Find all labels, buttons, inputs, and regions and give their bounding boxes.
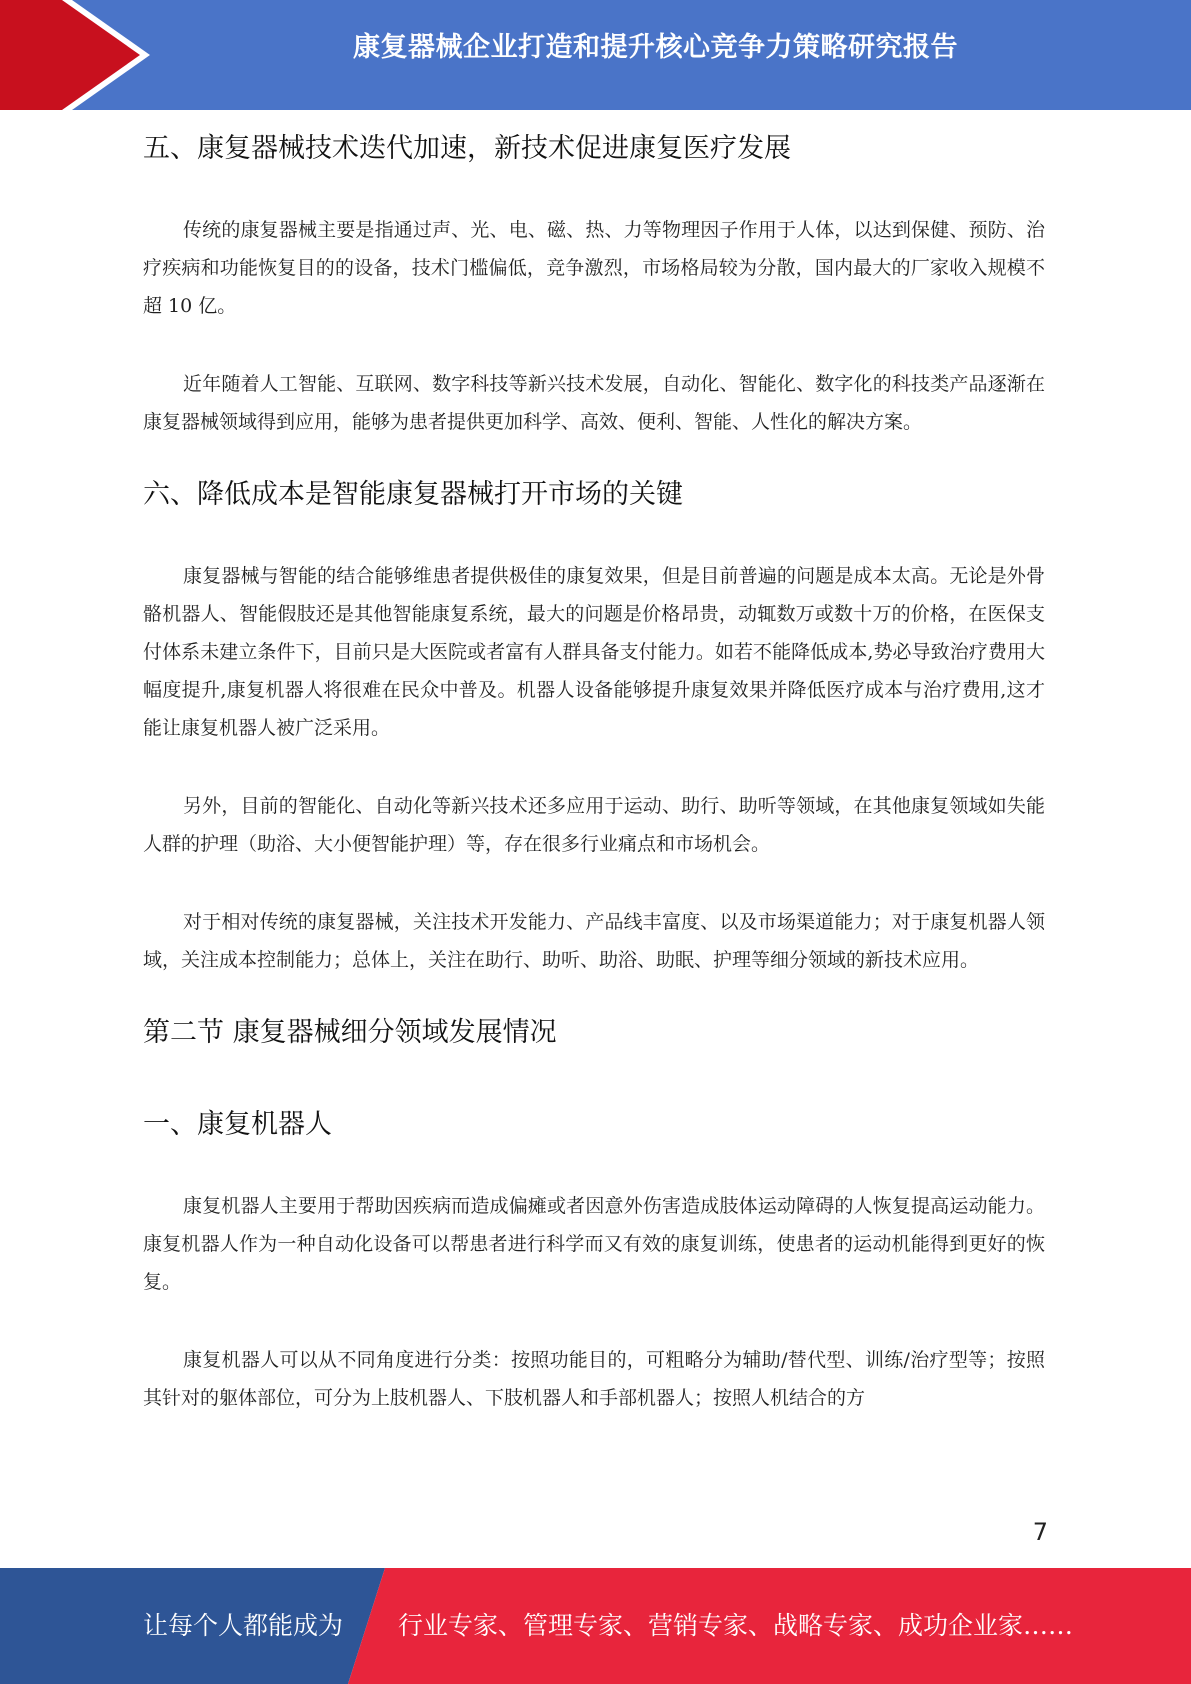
paragraph: 对于相对传统的康复器械，关注技术开发能力、产品线丰富度、以及市场渠道能力；对于康复机器人领域，关注成本控制能力；总体上，关注在助行、助听、助浴、助眠、护理等细分领域的新技术应用。: [143, 911, 1045, 971]
page-footer: [0, 1568, 1191, 1684]
footer-slogan-right: 行业专家、管理专家、营销专家、战略专家、成功企业家……: [398, 1611, 1074, 1640]
paragraph: 康复机器人主要用于帮助因疾病而造成偏瘫或者因意外伤害造成肢体运动障碍的人恢复提高运动能力。康复机器人作为一种自动化设备可以帮患者进行科学而又有效的康复训练，使患者的运动机能得到更好的恢复。: [143, 1195, 1045, 1293]
chapter-section-heading: 第二节 康复器械细分领域发展情况: [143, 1017, 557, 1048]
paragraph: 康复器械与智能的结合能够维患者提供极佳的康复效果，但是目前普遍的问题是成本太高。无论是外骨骼机器人、智能假肢还是其他智能康复系统，最大的问题是价格昂贵，动辄数万或数十万的价格，在医保支付体系未建立条件下，目前只是大医院或者富有人群具备支付能力。如若不能降低成本,势必导致治疗费用大幅度提升,康复机器人将很难在民众中普及。机器人设备能够提升康复效果并降低医疗成本与治疗费用,这才能让康复机器人被广泛采用。: [143, 565, 1045, 739]
section-heading-5: 五、康复器械技术迭代加速，新技术促进康复医疗发展: [143, 133, 791, 164]
section-heading-1: 一、康复机器人: [143, 1109, 332, 1140]
paragraph: 另外，目前的智能化、自动化等新兴技术还多应用于运动、助行、助听等领域，在其他康复领域如失能人群的护理（助浴、大小便智能护理）等，存在很多行业痛点和市场机会。: [143, 795, 1045, 855]
page-header: [0, 0, 1191, 110]
report-title: 康复器械企业打造和提升核心竞争力策略研究报告: [353, 32, 958, 63]
document-body: [143, 125, 1045, 1417]
page-number: 7: [1032, 1518, 1048, 1546]
footer-slogan-left: 让每个人都能成为: [143, 1611, 344, 1640]
paragraph: 近年随着人工智能、互联网、数字科技等新兴技术发展，自动化、智能化、数字化的科技类产品逐渐在康复器械领域得到应用，能够为患者提供更加科学、高效、便利、智能、人性化的解决方案。: [143, 373, 1045, 433]
section-heading-6: 六、降低成本是智能康复器械打开市场的关键: [143, 479, 683, 510]
paragraph: 传统的康复器械主要是指通过声、光、电、磁、热、力等物理因子作用于人体，以达到保健、预防、治疗疾病和功能恢复目的的设备，技术门槛偏低，竞争激烈，市场格局较为分散，国内最大的厂家收入规模不超 10 亿。: [143, 219, 1045, 317]
paragraph: 康复机器人可以从不同角度进行分类：按照功能目的，可粗略分为辅助/替代型、训练/治疗型等；按照其针对的躯体部位，可分为上肢机器人、下肢机器人和手部机器人；按照人机结合的方: [143, 1349, 1045, 1409]
